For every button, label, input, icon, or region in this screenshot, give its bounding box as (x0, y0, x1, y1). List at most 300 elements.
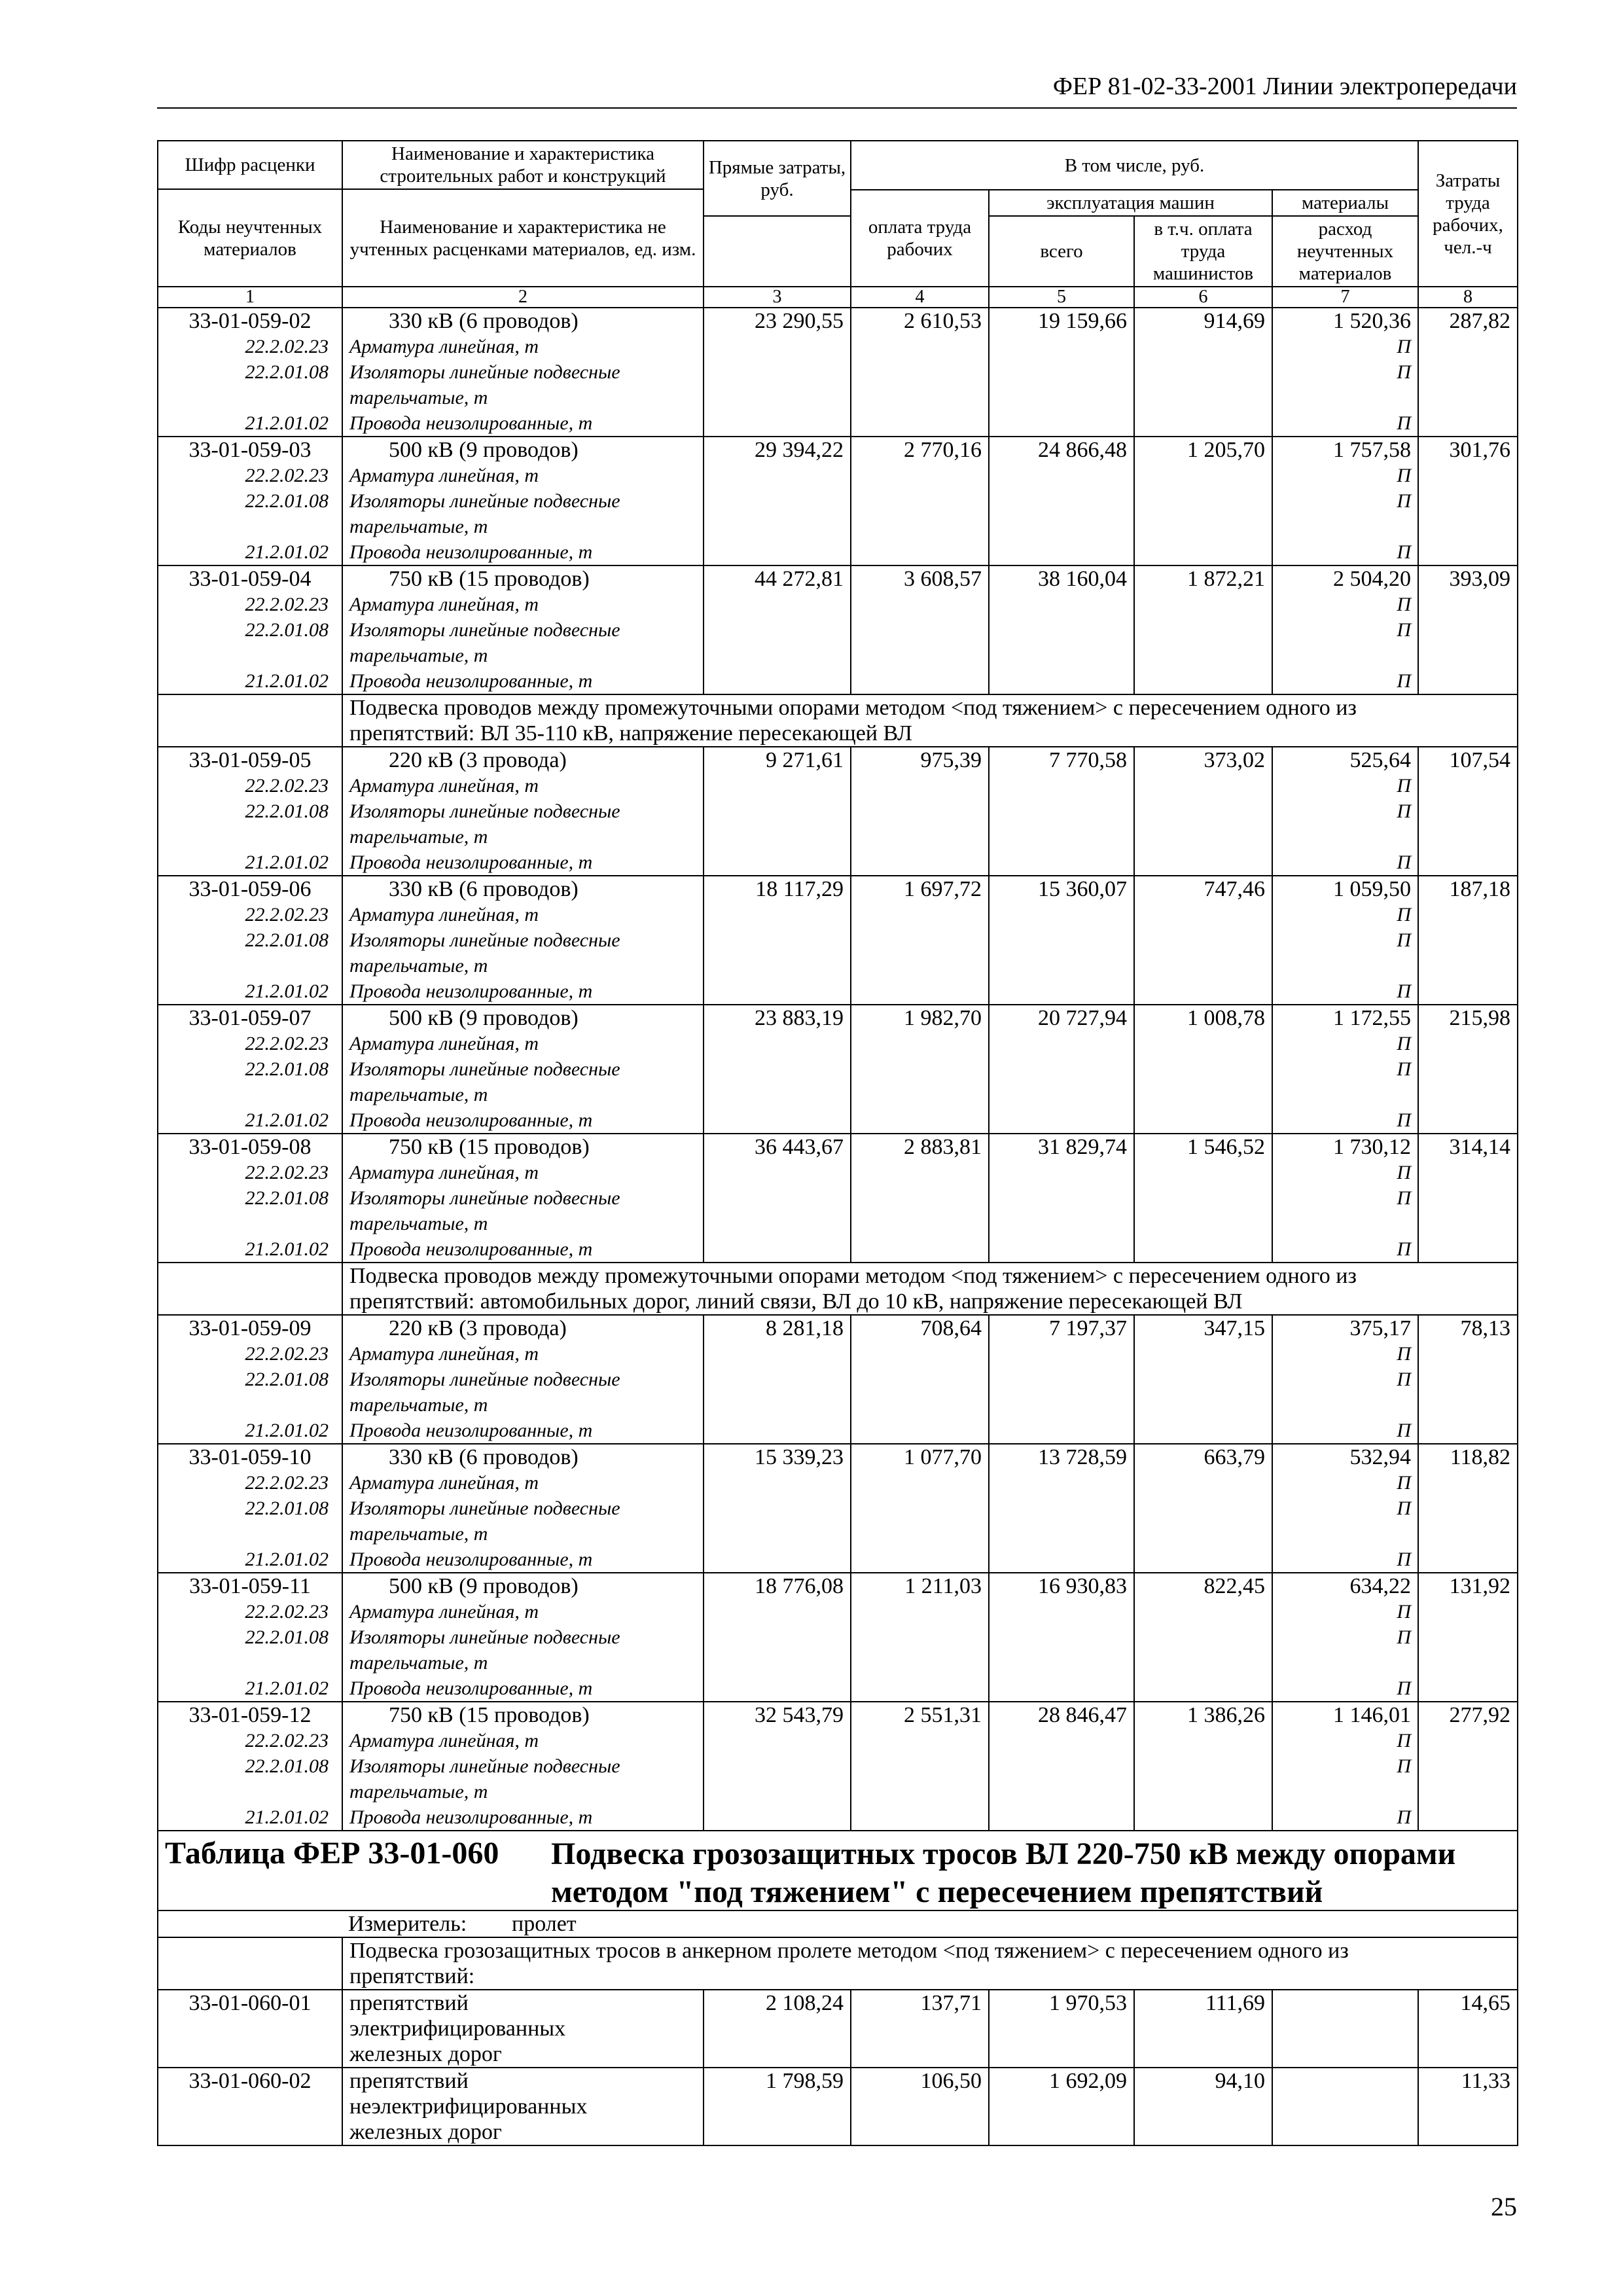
section-row (158, 694, 1518, 747)
direct-costs: 23 883,19 (704, 1005, 851, 1134)
direct-costs: 23 290,55 (704, 308, 851, 437)
material-name: Арматура линейная, т (349, 904, 539, 925)
machines-total: 28 846,47 (989, 1702, 1134, 1831)
meter-row (158, 1910, 1518, 1937)
rate-row (158, 1444, 1518, 1573)
material-name: тарельчатые, т (349, 1523, 488, 1545)
table-060-title-row (158, 1831, 1518, 1910)
materials-cost: 532,94 (1349, 1445, 1411, 1469)
header-labor-hours: Затраты труда рабочих, чел.-ч (1418, 141, 1518, 287)
material-code: 21.2.01.02 (245, 1238, 329, 1260)
operators-pay: 822,45 (1134, 1573, 1272, 1702)
material-name: Провода неизолированные, т (349, 1420, 593, 1441)
rate-name-cell (342, 1315, 704, 1444)
running-title: ФЕР 81-02-33-2001 Линии электропередачи (1052, 73, 1517, 100)
material-mark: П (1397, 490, 1411, 512)
rate-row (158, 1005, 1518, 1134)
rate-row (158, 747, 1518, 876)
material-mark: П (1397, 412, 1411, 434)
machines-total: 7 770,58 (989, 747, 1134, 876)
labor-pay: 2 770,16 (851, 437, 989, 565)
operators-pay: 1 872,21 (1134, 565, 1272, 694)
rate-name-cell (342, 876, 704, 1005)
material-name: Изоляторы линейные подвесные (349, 1626, 620, 1648)
material-name: Изоляторы линейные подвесные (349, 800, 620, 822)
material-mark: П (1397, 852, 1411, 873)
material-name: Изоляторы линейные подвесные (349, 1755, 620, 1777)
materials-cost: 1 520,36 (1333, 309, 1411, 333)
machines-total: 13 728,59 (989, 1444, 1134, 1573)
header-material-names: Наименование и характеристика не учтенных расценками материалов, ед. изм. (342, 189, 704, 287)
material-mark: П (1397, 465, 1411, 486)
column-number: 5 (989, 287, 1134, 308)
material-name: Провода неизолированные, т (349, 980, 593, 1002)
rate-name-line: препятствий (349, 1991, 469, 2015)
rate-code: 33-01-059-05 (188, 748, 312, 772)
material-mark: П (1397, 1238, 1411, 1260)
materials-cost: 1 146,01 (1333, 1703, 1411, 1727)
material-code: 22.2.01.08 (245, 1755, 329, 1777)
material-code: 22.2.01.08 (245, 800, 329, 822)
labor-pay: 137,71 (851, 1990, 989, 2068)
rate-name: 750 кВ (15 проводов) (389, 1135, 590, 1159)
direct-costs: 2 108,24 (704, 1990, 851, 2068)
material-code: 22.2.02.23 (245, 775, 329, 797)
material-code: 22.2.02.23 (245, 465, 329, 486)
material-mark: П (1397, 619, 1411, 641)
material-mark: П (1397, 1420, 1411, 1441)
material-name: Провода неизолированные, т (349, 1238, 593, 1260)
labor-pay: 2 883,81 (851, 1134, 989, 1263)
table-060-heading-line: методом "под тяжением" с пересечением препятствий (551, 1874, 1323, 1909)
material-mark: П (1397, 1806, 1411, 1828)
material-name: Арматура линейная, т (349, 465, 539, 486)
header-materials-group: материалы (1272, 190, 1418, 216)
header-operators-pay: в т.ч. оплата труда машинистов (1134, 216, 1272, 287)
operators-pay: 914,69 (1134, 308, 1272, 437)
rates-table (157, 140, 1518, 2146)
material-name: Провода неизолированные, т (349, 1806, 593, 1828)
rate-name-line: железных дорог (349, 2042, 502, 2066)
material-name: Арматура линейная, т (349, 1472, 539, 1494)
machines-total: 20 727,94 (989, 1005, 1134, 1134)
header-material-codes: Коды неучтенных материалов (158, 189, 342, 287)
rate-name-line: электрифицированных (349, 2017, 566, 2041)
rate-code-cell (158, 1444, 342, 1573)
rate-code: 33-01-059-02 (188, 309, 312, 333)
rate-name-cell (342, 565, 704, 694)
materials-cell (1272, 437, 1418, 565)
table-060-heading-line: Подвеска грозозащитных тросов ВЛ 220-750 кВ между опорами (551, 1837, 1456, 1871)
direct-costs: 9 271,61 (704, 747, 851, 876)
rate-name-line: неэлектрифицированных (349, 2094, 588, 2119)
material-code: 21.2.01.02 (245, 1806, 329, 1828)
rate-name-cell (342, 1573, 704, 1702)
rate-name: 750 кВ (15 проводов) (389, 1703, 590, 1727)
material-name: Провода неизолированные, т (349, 670, 593, 692)
column-number: 6 (1134, 287, 1272, 308)
rate-code: 33-01-059-03 (188, 438, 312, 462)
column-number: 4 (851, 287, 989, 308)
header-direct-costs: Прямые затраты, руб. (704, 141, 851, 216)
material-name: тарельчатые, т (349, 1652, 488, 1674)
machines-total: 1 692,09 (989, 2068, 1134, 2145)
labor-hours: 131,92 (1418, 1573, 1518, 1702)
machines-total: 24 866,48 (989, 437, 1134, 565)
rate-name (342, 2068, 704, 2145)
rate-code: 33-01-059-04 (188, 567, 312, 591)
page-number: 25 (1491, 2192, 1517, 2221)
operators-pay: 1 546,52 (1134, 1134, 1272, 1263)
labor-hours: 14,65 (1418, 1990, 1518, 2068)
rate-code: 33-01-059-09 (188, 1316, 312, 1340)
labor-hours: 78,13 (1418, 1315, 1518, 1444)
material-name: Провода неизолированные, т (349, 852, 593, 873)
material-name: Изоляторы линейные подвесные (349, 361, 620, 383)
materials-cell (1272, 308, 1418, 437)
rate-code-cell (158, 1134, 342, 1263)
rate-code: 33-01-059-10 (188, 1445, 312, 1469)
direct-costs: 15 339,23 (704, 1444, 851, 1573)
materials-cell (1272, 1005, 1418, 1134)
rate-code-cell (158, 1702, 342, 1831)
material-name: Изоляторы линейные подвесные (349, 1058, 620, 1080)
material-code: 21.2.01.02 (245, 1420, 329, 1441)
rate-code-cell (158, 1315, 342, 1444)
rate-code-cell (158, 437, 342, 565)
materials-cost: 634,22 (1349, 1574, 1411, 1598)
materials-cost: 525,64 (1349, 748, 1411, 772)
header-code: Шифр расценки (158, 141, 342, 189)
header-machines-group: эксплуатация машин (989, 190, 1272, 216)
rate-name (342, 1990, 704, 2068)
material-name: Изоляторы линейные подвесные (349, 1369, 620, 1390)
material-name: Арматура линейная, т (349, 1730, 539, 1751)
operators-pay: 94,10 (1134, 2068, 1272, 2145)
rate-name: 220 кВ (3 провода) (389, 1316, 567, 1340)
section-row (158, 1937, 1518, 1990)
labor-pay: 1 077,70 (851, 1444, 989, 1573)
rate-name-cell (342, 1702, 704, 1831)
rate-code: 33-01-059-11 (189, 1574, 311, 1598)
materials-cell (1272, 876, 1418, 1005)
material-mark: П (1397, 1755, 1411, 1777)
rate-code: 33-01-059-08 (188, 1135, 312, 1159)
labor-pay: 2 551,31 (851, 1702, 989, 1831)
rate-name-line: железных дорог (349, 2120, 502, 2144)
section-text: Подвеска проводов между промежуточными опорами методом <под тяжением> с пересечением одного из (349, 1264, 1357, 1288)
material-name: тарельчатые, т (349, 516, 488, 537)
material-name: Арматура линейная, т (349, 1343, 539, 1365)
material-name: тарельчатые, т (349, 1084, 488, 1105)
operators-pay: 1 386,26 (1134, 1702, 1272, 1831)
labor-hours: 277,92 (1418, 1702, 1518, 1831)
material-mark: П (1397, 1677, 1411, 1699)
material-name: Изоляторы линейные подвесные (349, 1187, 620, 1209)
labor-hours: 118,82 (1418, 1444, 1518, 1573)
material-code: 22.2.02.23 (245, 904, 329, 925)
column-numbers-row (158, 287, 1518, 308)
column-number: 8 (1418, 287, 1518, 308)
rate-code: 33-01-060-02 (158, 2068, 342, 2145)
material-code: 21.2.01.02 (245, 1677, 329, 1699)
labor-pay: 106,50 (851, 2068, 989, 2145)
material-code: 21.2.01.02 (245, 980, 329, 1002)
direct-costs: 29 394,22 (704, 437, 851, 565)
material-name: тарельчатые, т (349, 645, 488, 666)
rate-row (158, 437, 1518, 565)
material-code: 22.2.01.08 (245, 1058, 329, 1080)
material-mark: П (1397, 1058, 1411, 1080)
materials-cell (1272, 1444, 1418, 1573)
labor-pay: 2 610,53 (851, 308, 989, 437)
material-code: 21.2.01.02 (245, 670, 329, 692)
direct-costs: 36 443,67 (704, 1134, 851, 1263)
material-mark: П (1397, 775, 1411, 797)
rate-name: 500 кВ (9 проводов) (389, 1574, 579, 1598)
material-name: Арматура линейная, т (349, 1601, 539, 1623)
material-code: 22.2.01.08 (245, 929, 329, 951)
material-name: Изоляторы линейные подвесные (349, 1498, 620, 1519)
rate-code-cell (158, 1573, 342, 1702)
material-name: Арматура линейная, т (349, 1033, 539, 1054)
materials-cost: 1 172,55 (1333, 1006, 1411, 1030)
table-header (158, 141, 1518, 308)
material-name: Изоляторы линейные подвесные (349, 929, 620, 951)
material-code: 22.2.02.23 (245, 594, 329, 615)
materials-cost: 1 059,50 (1333, 877, 1411, 901)
material-mark: П (1397, 1369, 1411, 1390)
material-code: 22.2.02.23 (245, 336, 329, 357)
material-mark: П (1397, 1033, 1411, 1054)
rate-code: 33-01-060-01 (158, 1990, 342, 2068)
material-name: Арматура линейная, т (349, 775, 539, 797)
direct-costs: 8 281,18 (704, 1315, 851, 1444)
header-name: Наименование и характеристика строительных работ и конструкций (342, 141, 704, 189)
section-text: препятствий: ВЛ 35-110 кВ, напряжение пересекающей ВЛ (349, 721, 912, 745)
machines-total: 19 159,66 (989, 308, 1134, 437)
rate-name-cell (342, 747, 704, 876)
rate-row (158, 1702, 1518, 1831)
materials-cell (1272, 565, 1418, 694)
meter-label: Измеритель: (348, 1912, 467, 1936)
labor-hours: 314,14 (1418, 1134, 1518, 1263)
labor-hours: 187,18 (1418, 876, 1518, 1005)
rate-name-cell (342, 1134, 704, 1263)
machines-total: 31 829,74 (989, 1134, 1134, 1263)
rate-name-line: препятствий (349, 2069, 469, 2093)
labor-pay: 975,39 (851, 747, 989, 876)
rate-row (158, 308, 1518, 437)
header-rule (157, 107, 1517, 109)
direct-costs: 18 117,29 (704, 876, 851, 1005)
rate-name-cell (342, 308, 704, 437)
rate-row-060 (158, 2068, 1518, 2145)
operators-pay: 663,79 (1134, 1444, 1272, 1573)
material-name: тарельчатые, т (349, 1394, 488, 1416)
material-mark: П (1397, 929, 1411, 951)
header-unaccounted-materials: расход неучтенных материалов (1272, 216, 1418, 287)
material-mark: П (1397, 594, 1411, 615)
material-mark: П (1397, 1549, 1411, 1570)
materials-cost (1272, 2068, 1418, 2145)
operators-pay: 373,02 (1134, 747, 1272, 876)
rate-row (158, 1134, 1518, 1263)
material-name: Провода неизолированные, т (349, 1109, 593, 1131)
material-mark: П (1397, 1109, 1411, 1131)
material-code: 21.2.01.02 (245, 412, 329, 434)
rate-row (158, 1315, 1518, 1444)
material-mark: П (1397, 1343, 1411, 1365)
rate-code: 33-01-059-12 (188, 1703, 312, 1727)
material-code: 22.2.01.08 (245, 361, 329, 383)
materials-cost: 1 757,58 (1333, 438, 1411, 462)
labor-hours: 215,98 (1418, 1005, 1518, 1134)
materials-cell (1272, 1315, 1418, 1444)
rate-code-cell (158, 308, 342, 437)
material-mark: П (1397, 1730, 1411, 1751)
rate-name: 750 кВ (15 проводов) (389, 567, 590, 591)
machines-total: 7 197,37 (989, 1315, 1134, 1444)
rate-row (158, 876, 1518, 1005)
material-mark: П (1397, 670, 1411, 692)
rate-name-cell (342, 1444, 704, 1573)
material-code: 22.2.02.23 (245, 1033, 329, 1054)
rate-name: 500 кВ (9 проводов) (389, 438, 579, 462)
labor-pay: 3 608,57 (851, 565, 989, 694)
rate-name-cell (342, 437, 704, 565)
header-direct-costs-cont (704, 216, 851, 287)
section-text: препятствий: автомобильных дорог, линий связи, ВЛ до 10 кВ, напряжение пересекающей ВЛ (349, 1289, 1243, 1314)
table-060-label: Таблица ФЕР 33-01-060 (165, 1836, 499, 1871)
material-mark: П (1397, 1498, 1411, 1519)
header-including-group: В том числе, руб. (851, 141, 1418, 190)
material-code: 22.2.01.08 (245, 1498, 329, 1519)
material-mark: П (1397, 1601, 1411, 1623)
direct-costs: 32 543,79 (704, 1702, 851, 1831)
labor-hours: 301,76 (1418, 437, 1518, 565)
rate-name: 330 кВ (6 проводов) (389, 309, 579, 333)
material-name: Провода неизолированные, т (349, 1549, 593, 1570)
column-number: 1 (158, 287, 342, 308)
machines-total: 16 930,83 (989, 1573, 1134, 1702)
labor-hours: 11,33 (1418, 2068, 1518, 2145)
material-name: тарельчатые, т (349, 387, 488, 408)
labor-pay: 1 697,72 (851, 876, 989, 1005)
machines-total: 38 160,04 (989, 565, 1134, 694)
machines-total: 15 360,07 (989, 876, 1134, 1005)
material-name: Изоляторы линейные подвесные (349, 619, 620, 641)
rate-name: 330 кВ (6 проводов) (389, 1445, 579, 1469)
operators-pay: 111,69 (1134, 1990, 1272, 2068)
meter-value: пролет (512, 1912, 577, 1936)
operators-pay: 347,15 (1134, 1315, 1272, 1444)
material-name: Арматура линейная, т (349, 594, 539, 615)
material-name: тарельчатые, т (349, 1213, 488, 1234)
materials-cost (1272, 1990, 1418, 2068)
header-labor-pay: оплата труда рабочих (851, 190, 989, 287)
labor-pay: 1 211,03 (851, 1573, 989, 1702)
rate-code: 33-01-059-07 (188, 1006, 312, 1030)
material-mark: П (1397, 336, 1411, 357)
direct-costs: 18 776,08 (704, 1573, 851, 1702)
labor-pay: 708,64 (851, 1315, 989, 1444)
operators-pay: 1 008,78 (1134, 1005, 1272, 1134)
material-code: 22.2.02.23 (245, 1730, 329, 1751)
material-code: 22.2.01.08 (245, 1369, 329, 1390)
material-mark: П (1397, 1472, 1411, 1494)
material-mark: П (1397, 1187, 1411, 1209)
materials-cell (1272, 747, 1418, 876)
direct-costs: 44 272,81 (704, 565, 851, 694)
section-text: Подвеска грозозащитных тросов в анкерном пролете методом <под тяжением> с пересечением одного из (349, 1939, 1349, 1963)
operators-pay: 1 205,70 (1134, 437, 1272, 565)
material-code: 21.2.01.02 (245, 1549, 329, 1570)
material-code: 22.2.02.23 (245, 1601, 329, 1623)
labor-hours: 107,54 (1418, 747, 1518, 876)
rate-name: 500 кВ (9 проводов) (389, 1006, 579, 1030)
material-code: 22.2.02.23 (245, 1162, 329, 1183)
material-mark: П (1397, 1626, 1411, 1648)
material-mark: П (1397, 800, 1411, 822)
rate-name: 220 кВ (3 провода) (389, 748, 567, 772)
material-code: 22.2.01.08 (245, 490, 329, 512)
labor-hours: 393,09 (1418, 565, 1518, 694)
rate-row-060 (158, 1990, 1518, 2068)
rate-row (158, 565, 1518, 694)
material-name: Провода неизолированные, т (349, 541, 593, 563)
material-code: 22.2.01.08 (245, 1187, 329, 1209)
column-number: 2 (342, 287, 704, 308)
table-060-heading (551, 1835, 1520, 1911)
section-text: препятствий: (349, 1964, 475, 1988)
material-name: Провода неизолированные, т (349, 1677, 593, 1699)
materials-cost: 1 730,12 (1333, 1135, 1411, 1159)
material-code: 22.2.01.08 (245, 1626, 329, 1648)
materials-cost: 2 504,20 (1333, 567, 1411, 591)
material-code: 22.2.02.23 (245, 1472, 329, 1494)
material-code: 22.2.01.08 (245, 619, 329, 641)
material-code: 21.2.01.02 (245, 541, 329, 563)
header-machines-total: всего (989, 216, 1134, 287)
material-code: 21.2.01.02 (245, 852, 329, 873)
materials-cell (1272, 1702, 1418, 1831)
rate-code: 33-01-059-06 (188, 877, 312, 901)
column-number: 3 (704, 287, 851, 308)
material-name: Изоляторы линейные подвесные (349, 490, 620, 512)
labor-hours: 287,82 (1418, 308, 1518, 437)
material-mark: П (1397, 904, 1411, 925)
material-name: тарельчатые, т (349, 955, 488, 977)
material-mark: П (1397, 1162, 1411, 1183)
section-row (158, 1263, 1518, 1315)
material-name: Арматура линейная, т (349, 1162, 539, 1183)
machines-total: 1 970,53 (989, 1990, 1134, 2068)
rate-code-cell (158, 565, 342, 694)
materials-cell (1272, 1134, 1418, 1263)
rate-code-cell (158, 747, 342, 876)
rate-name-cell (342, 1005, 704, 1134)
material-code: 21.2.01.02 (245, 1109, 329, 1131)
material-name: тарельчатые, т (349, 1781, 488, 1803)
material-name: тарельчатые, т (349, 826, 488, 848)
material-code: 22.2.02.23 (245, 1343, 329, 1365)
material-name: Арматура линейная, т (349, 336, 539, 357)
material-mark: П (1397, 361, 1411, 383)
operators-pay: 747,46 (1134, 876, 1272, 1005)
material-mark: П (1397, 541, 1411, 563)
rate-code-cell (158, 1005, 342, 1134)
